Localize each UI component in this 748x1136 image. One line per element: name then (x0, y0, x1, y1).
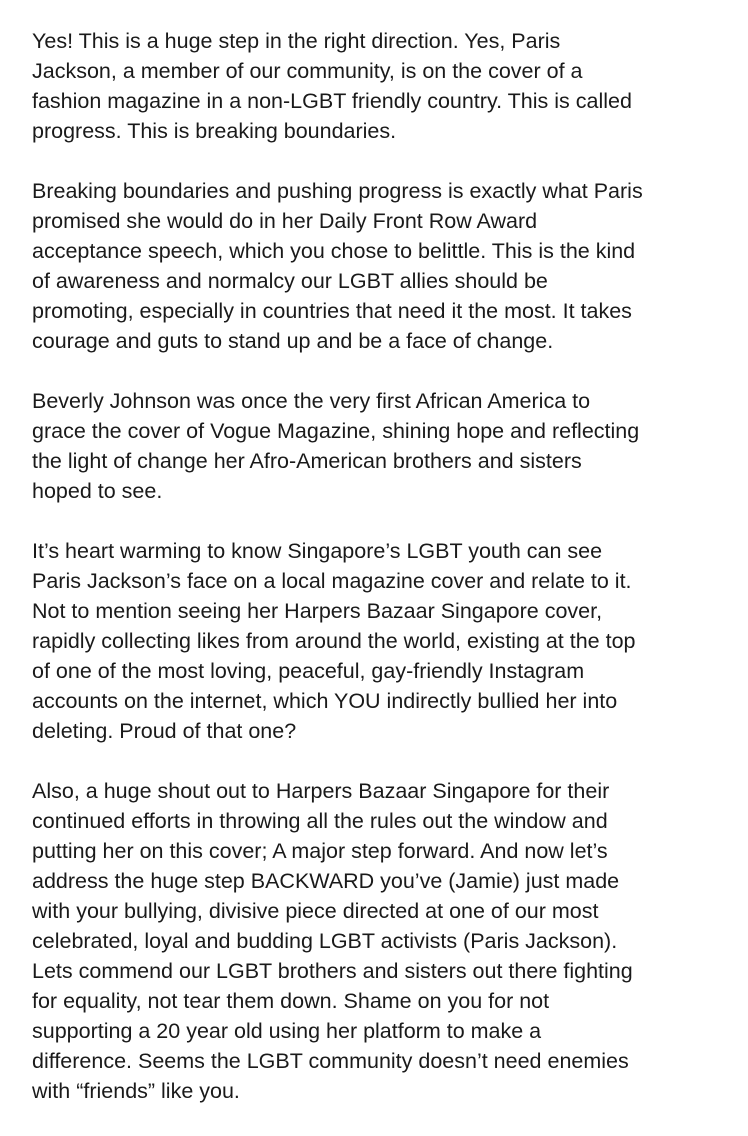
text-line: the light of change her Afro-American brothers and sisters (32, 449, 582, 473)
text-line: hoped to see. (32, 479, 163, 503)
text-line: deleting. Proud of that one? (32, 719, 297, 743)
text-line: fashion magazine in a non-LGBT friendly country. This is called (32, 89, 632, 113)
paragraph-1 (32, 26, 732, 146)
text-line: acceptance speech, which you chose to belittle. This is the kind (32, 239, 636, 263)
paragraph-2 (32, 176, 732, 356)
text-line: with “friends” like you. (32, 1079, 240, 1103)
text-line: progress. This is breaking boundaries. (32, 119, 397, 143)
paragraph-4 (32, 536, 732, 746)
text-line: celebrated, loyal and budding LGBT activists (Paris Jackson). (32, 929, 618, 953)
text-line: of awareness and normalcy our LGBT allies should be (32, 269, 548, 293)
text-line: Yes! This is a huge step in the right direction. Yes, Paris (32, 29, 561, 53)
text-line: Not to mention seeing her Harpers Bazaar Singapore cover, (32, 599, 603, 623)
text-line: promised she would do in her Daily Front Row Award (32, 209, 538, 233)
text-line: courage and guts to stand up and be a face of change. (32, 329, 554, 353)
text-line: Lets commend our LGBT brothers and sisters out there fighting (32, 959, 633, 983)
text-line: accounts on the internet, which YOU indirectly bullied her into (32, 689, 618, 713)
document-body (32, 26, 732, 1136)
text-line: of one of the most loving, peaceful, gay-friendly Instagram (32, 659, 585, 683)
text-line: address the huge step BACKWARD you’ve (Jamie) just made (32, 869, 620, 893)
text-line: Also, a huge shout out to Harpers Bazaar Singapore for their (32, 779, 610, 803)
text-line: difference. Seems the LGBT community doesn’t need enemies (32, 1049, 629, 1073)
text-line: for equality, not tear them down. Shame on you for not (32, 989, 550, 1013)
text-line: promoting, especially in countries that need it the most. It takes (32, 299, 632, 323)
text-line: putting her on this cover; A major step forward. And now let’s (32, 839, 608, 863)
text-line: Paris Jackson’s face on a local magazine cover and relate to it. (32, 569, 632, 593)
text-line: with your bullying, divisive piece directed at one of our most (32, 899, 599, 923)
text-line: supporting a 20 year old using her platform to make a (32, 1019, 542, 1043)
text-line: Jackson, a member of our community, is on the cover of a (32, 59, 583, 83)
text-line: Beverly Johnson was once the very first African America to (32, 389, 591, 413)
paragraph-3 (32, 386, 732, 506)
paragraph-5 (32, 776, 732, 1106)
text-line: Breaking boundaries and pushing progress is exactly what Paris (32, 179, 643, 203)
text-line: grace the cover of Vogue Magazine, shining hope and reflecting (32, 419, 640, 443)
text-line: rapidly collecting likes from around the world, existing at the top (32, 629, 636, 653)
text-line: continued efforts in throwing all the rules out the window and (32, 809, 608, 833)
text-line: It’s heart warming to know Singapore’s LGBT youth can see (32, 539, 603, 563)
